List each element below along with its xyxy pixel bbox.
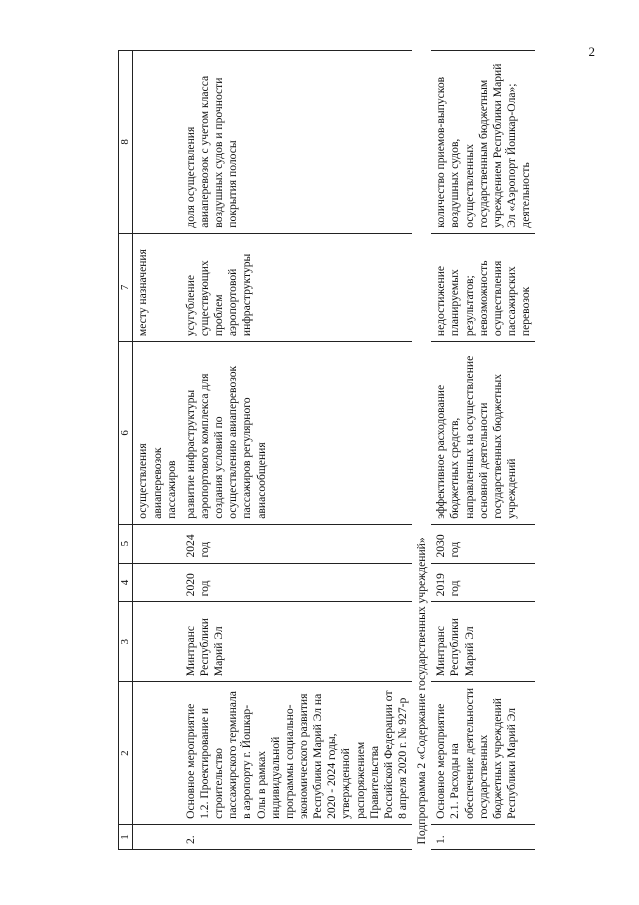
table-header [119, 51, 133, 850]
activity-name: Основное мероприятие 1.2. Проектирование и строительство пассажирского терминала в аэропорту г. Йошкар-Олы в рамках индивидуальной программы социально-экономического развития Республики Марий Эл на 2020 - 2024 годы, утвержденной распоряжением Правительства Российской Федерации от 8 апреля 2020 г. № 927-р [181, 682, 412, 825]
start-year: 2019 год [431, 563, 535, 602]
continuation-indicator [133, 51, 181, 234]
header-col-5: 5 [119, 524, 133, 563]
table-row [431, 51, 535, 850]
indicator-link: доля осуществления авиаперевозок с учетом класса воздушных судов и прочности покрытия полосы [181, 51, 412, 234]
consequences: недостижение планируемых результатов; невозможность осуществления пассажирских перевозок [431, 233, 535, 341]
cell-empty [133, 524, 181, 563]
header-col-4: 4 [119, 563, 133, 602]
cell-empty [133, 563, 181, 602]
expected-result: развитие инфраструктуры аэропортового комплекса для создания условий по осуществлению авиаперевозок пассажиров регулярного авиасообщения [181, 342, 412, 525]
indicator-link: количество приемов-выпусков воздушных судов, осуществленных государственным бюджетным учреждением Республики Марий Эл «Аэропорт Йошкар-Ола»; деятельность [431, 51, 535, 234]
continuation-consequences: месту назначения [133, 233, 181, 341]
consequences: усугубление существующих проблем аэропортовой инфраструктуры [181, 233, 412, 341]
row-number: 2. [181, 824, 412, 849]
end-year: 2030 год [431, 524, 535, 563]
start-year: 2020 год [181, 563, 412, 602]
header-col-8: 8 [119, 51, 133, 234]
executor: Минтранс Республики Марий Эл [431, 602, 535, 682]
header-col-6: 6 [119, 342, 133, 525]
activity-name: Основное мероприятие 2.1. Расходы на обеспечение деятельности государственных бюджетных учреждений Республики Марий Эл [431, 682, 535, 825]
section-title: Подпрограмма 2 «Содержание государственных учреждений» [415, 537, 429, 845]
header-col-7: 7 [119, 233, 133, 341]
activities-table [118, 50, 535, 850]
header-col-2: 2 [119, 682, 133, 825]
continuation-result: осуществления авиаперевозок пассажиров [133, 342, 181, 525]
row-number: 1. [431, 824, 535, 849]
header-col-3: 3 [119, 602, 133, 682]
expected-result: эффективное расходование бюджетных средств, направленных на осуществление основной деятельности государственных бюджетных учреждений [431, 342, 535, 525]
end-year: 2024 год [181, 524, 412, 563]
header-col-1: 1 [119, 824, 133, 849]
cell-empty [133, 602, 181, 682]
cell-empty [133, 682, 181, 825]
cell-empty [133, 824, 181, 849]
page-number: 2 [588, 44, 595, 59]
rotated-table-container [118, 50, 588, 850]
continuation-row [133, 51, 181, 850]
header-row [119, 51, 133, 850]
executor: Минтранс Республики Марий Эл [181, 602, 412, 682]
table-row [181, 51, 412, 850]
section-row [412, 51, 431, 850]
